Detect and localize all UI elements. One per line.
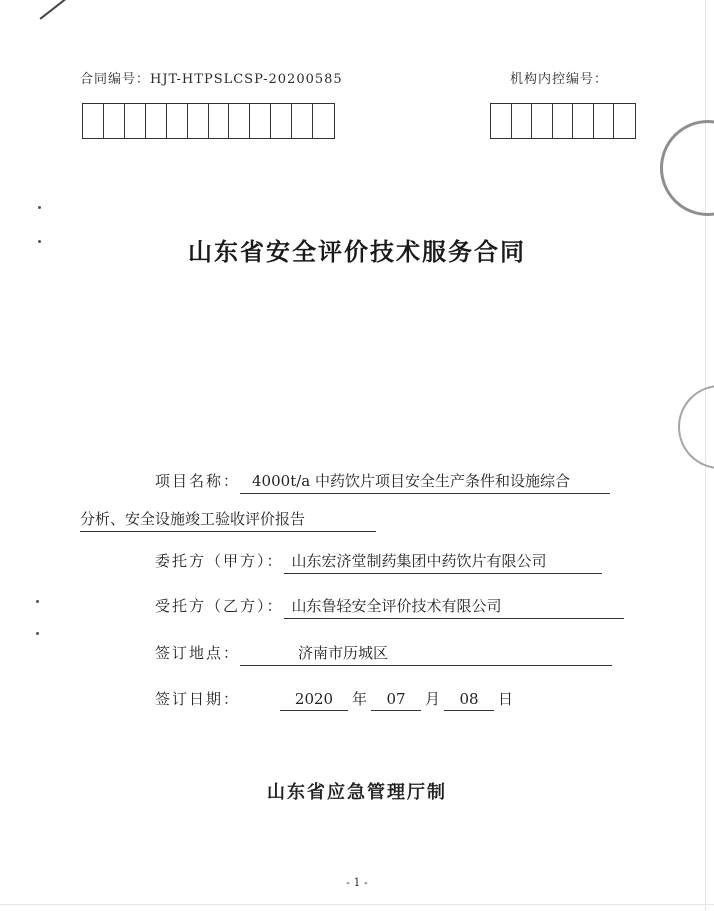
number-box xyxy=(125,104,146,138)
document-title: 山东省安全评价技术服务合同 xyxy=(188,238,526,266)
client-value: 山东宏济堂制药集团中药饮片有限公司 xyxy=(284,550,602,574)
project-name-line1: 4000t/a 中药饮片项目安全生产条件和设施综合 xyxy=(240,470,610,494)
internal-number-boxes xyxy=(490,103,636,139)
agent-label: 受托方（乙方）： xyxy=(155,597,284,615)
project-name-row-cont xyxy=(80,508,376,532)
client-label: 委托方（甲方）： xyxy=(155,552,284,570)
date-month: 07 xyxy=(371,690,421,711)
number-box xyxy=(271,104,292,138)
stamp-seal xyxy=(660,120,714,216)
agent-row xyxy=(155,595,624,619)
project-name-row xyxy=(155,470,610,494)
pen-mark xyxy=(40,0,72,19)
number-box xyxy=(313,104,334,138)
internal-number-label: 机构内控编号： xyxy=(510,72,609,87)
number-box xyxy=(512,104,533,138)
contract-number-label: 合同编号：HJT-HTPSLCSP-20200585 xyxy=(80,72,343,87)
scan-speck xyxy=(38,206,41,209)
signing-date-label: 签订日期： xyxy=(155,690,241,708)
contract-number-boxes xyxy=(82,103,335,139)
number-box xyxy=(292,104,313,138)
year-unit: 年 xyxy=(352,690,368,708)
project-name-line2: 分析、安全设施竣工验收评价报告 xyxy=(80,508,376,532)
number-box xyxy=(594,104,615,138)
number-box xyxy=(146,104,167,138)
client-row xyxy=(155,550,602,574)
number-box xyxy=(250,104,271,138)
number-box xyxy=(209,104,230,138)
day-unit: 日 xyxy=(498,690,514,708)
issuer-line: 山东省应急管理厅制 xyxy=(267,782,447,803)
number-box xyxy=(614,104,635,138)
date-day: 08 xyxy=(444,690,494,711)
number-box xyxy=(229,104,250,138)
number-box xyxy=(83,104,104,138)
page-edge-bottom xyxy=(0,904,714,905)
number-box xyxy=(167,104,188,138)
agent-value: 山东鲁轻安全评价技术有限公司 xyxy=(284,595,624,619)
signing-date-row xyxy=(155,688,517,711)
scan-speck xyxy=(36,600,39,603)
month-unit: 月 xyxy=(425,690,441,708)
signing-place-row xyxy=(155,642,612,666)
scan-speck xyxy=(36,632,39,635)
number-box xyxy=(573,104,594,138)
number-box xyxy=(553,104,574,138)
number-box xyxy=(104,104,125,138)
signing-place-value: 济南市历城区 xyxy=(240,642,612,666)
signing-place-label: 签订地点： xyxy=(155,644,241,662)
number-box xyxy=(188,104,209,138)
date-year: 2020 xyxy=(280,690,348,711)
number-box xyxy=(491,104,512,138)
number-box xyxy=(532,104,553,138)
stamp-seal xyxy=(678,385,714,469)
project-name-label: 项目名称： xyxy=(155,472,241,490)
page-number: - 1 - xyxy=(346,876,368,889)
